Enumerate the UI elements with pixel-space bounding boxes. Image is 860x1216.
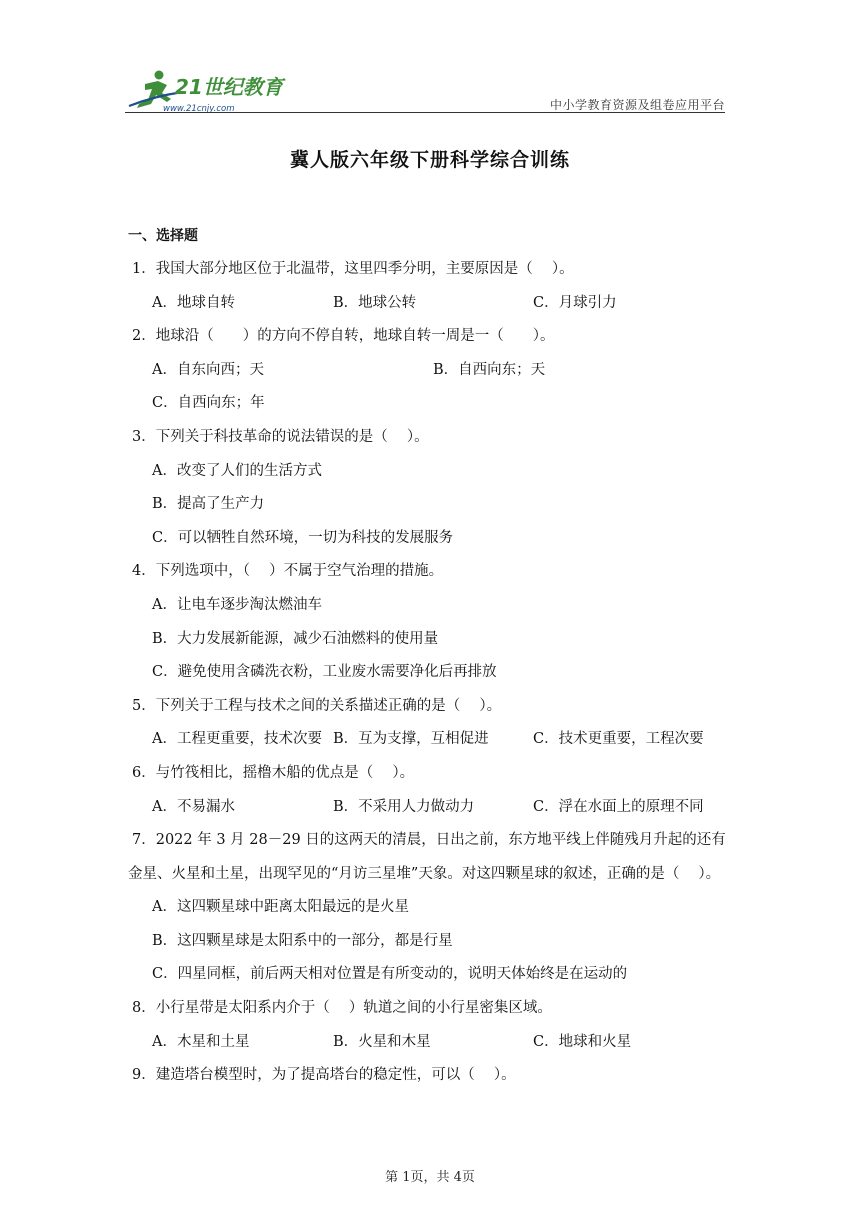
option-b: B．自西向东；天 — [433, 361, 546, 378]
svg-text:21世纪教育: 21世纪教育 — [175, 75, 283, 99]
option-c: C．可以牺牲自然环境，一切为科技的发展服务 — [152, 529, 454, 546]
question-3-stem: 3．下列关于科技革命的说法错误的是（ ）。 — [132, 428, 429, 445]
question-9-stem: 9．建造塔台模型时，为了提高塔台的稳定性，可以（ ）。 — [132, 1067, 516, 1084]
question-8-options — [128, 1032, 728, 1053]
option-a: A．工程更重要，技术次要 — [152, 731, 322, 748]
option-a: A．这四颗星球中距离太阳最远的是火星 — [152, 899, 409, 916]
option-c: C．地球和火星 — [533, 1033, 632, 1050]
header-divider — [125, 112, 725, 113]
question-5-stem: 5．下列关于工程与技术之间的关系描述正确的是（ ）。 — [132, 697, 502, 714]
question-4-stem: 4．下列选项中，（ ）不属于空气治理的措施。 — [132, 563, 444, 580]
option-c: C．避免使用含磷洗衣粉，工业废水需要净化后再排放 — [152, 664, 497, 681]
option-a: A．不易漏水 — [152, 798, 235, 815]
option-b: B．大力发展新能源，减少石油燃料的使用量 — [152, 630, 439, 647]
option-b: B．火星和木星 — [333, 1033, 431, 1050]
page-footer: 第 1页，共 4页 — [385, 1170, 475, 1185]
question-1-options — [128, 293, 728, 314]
question-7-stem: 7．2022 年 3 月 28－29 日的这两天的清晨，日出之前，东方地平线上伴随残月升起的还有 — [132, 832, 726, 849]
option-b: B．提高了生产力 — [152, 496, 265, 513]
option-a: A．地球自转 — [152, 294, 235, 311]
option-a: A．改变了人们的生活方式 — [152, 462, 322, 479]
option-c: C．四星同框，前后两天相对位置是有所变动的，说明天体始终是在运动的 — [152, 966, 628, 983]
question-2-options — [128, 360, 728, 381]
question-1-stem: 1．我国大部分地区位于北温带，这里四季分明，主要原因是（ ）。 — [132, 261, 574, 277]
option-c: C．自西向东；年 — [152, 395, 265, 412]
page-header — [125, 66, 725, 114]
question-5-options — [128, 729, 728, 750]
option-b: B．地球公转 — [333, 294, 417, 311]
question-6-stem: 6．与竹筏相比，摇橹木船的优点是（ ）。 — [132, 764, 415, 781]
logo-21cnjy — [125, 66, 295, 114]
svg-text:www.21cnjy.com: www.21cnjy.com — [163, 104, 235, 114]
question-list — [128, 226, 728, 1099]
page-title: 冀人版六年级下册科学综合训练 — [289, 149, 570, 171]
option-a: A．让电车逐步淘汰燃油车 — [152, 596, 322, 613]
section-heading: 一、选择题 — [128, 228, 198, 244]
option-a: A．木星和土星 — [152, 1033, 250, 1050]
header-tagline: 中小学教育资源及组卷应用平台 — [549, 98, 725, 112]
question-7-stem-continued: 金星、火星和土星，出现罕见的“月访三星堆”天象。对这四颗星球的叙述，正确的是（ ）。 — [128, 865, 721, 882]
option-a: A．自东向西；天 — [152, 361, 264, 378]
question-2-stem: 2．地球沿（ ）的方向不停自转，地球自转一周是一（ ）。 — [132, 328, 555, 345]
option-b: B．不采用人力做动力 — [333, 798, 475, 815]
option-b: B．这四颗星球是太阳系中的一部分，都是行星 — [152, 932, 453, 949]
option-c: C．浮在水面上的原理不同 — [533, 798, 704, 815]
option-c: C．月球引力 — [533, 294, 617, 311]
question-8-stem: 8．小行星带是太阳系内介于（ ）轨道之间的小行星密集区域。 — [132, 1000, 552, 1017]
option-b: B．互为支撑，互相促进 — [333, 731, 489, 748]
question-6-options — [128, 797, 728, 818]
option-c: C．技术更重要，工程次要 — [533, 731, 704, 748]
